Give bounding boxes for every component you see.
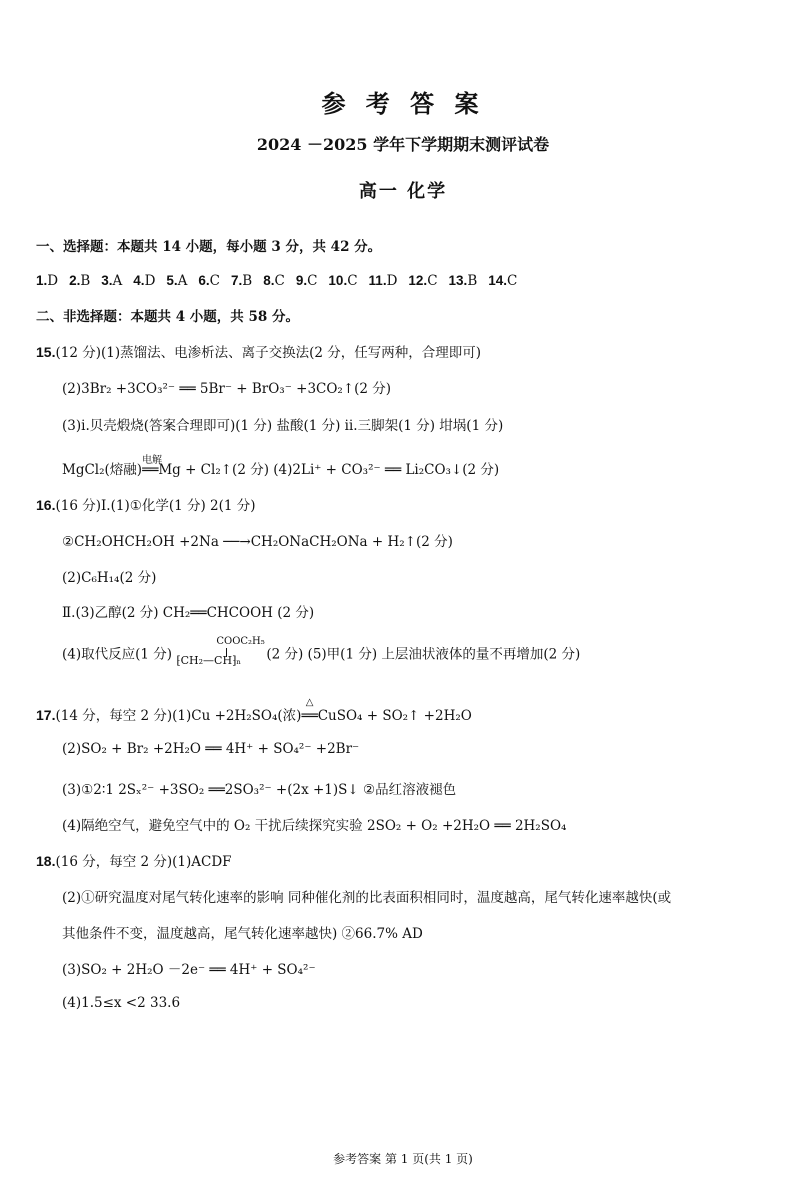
mc-answer-letter: D [386,273,398,289]
q15-line-4: MgCl₂(熔融) 电解 ══Mg + Cl₂↑(2 分) (4)2Li⁺ + CO₃²⁻ ══ Li₂CO₃↓(2 分) [62,455,500,478]
mc-answer-letter: C [274,273,285,289]
mc-answer-letter: C [209,273,221,289]
mc-answer-letter: A [112,273,123,289]
mc-answer-letter: D [47,273,59,289]
mc-answer-letter: C [507,273,518,289]
mc-question-number: 4. [133,273,145,288]
mc-question-number: 1. [36,273,48,288]
page-title: 参 考 答 案 [321,89,485,118]
mc-answer-item [296,273,318,289]
q15-line-3: (3)ⅰ.贝壳煅烧(答案合理即可)(1 分) 盐酸(1 分) ⅱ.三脚架(1 分) 坩埚(1 分) [62,418,504,434]
mc-answer-item [133,273,155,289]
q18-line-1: 18.(16 分，每空 2 分)(1)ACDF [36,853,232,870]
mc-question-number: 14. [488,273,508,288]
page-footer: 参考答案 第 1 页(共 1 页) [333,1152,473,1166]
mc-answer-item [231,273,252,289]
mc-question-number: 13. [448,273,468,288]
mc-answer-letter: B [80,273,91,289]
mc-answer-letter: A [177,273,188,289]
q18-line-2: (2)①研究温度对尾气转化速率的影响 同种催化剂的比表面积相同时，温度越高，尾气转化速率越快(或 [62,890,672,906]
mc-question-number: 5. [166,273,178,288]
q17-line-4: (4)隔绝空气，避免空气中的 O₂ 干扰后续探究实验 2SO₂ + O₂ +2H₂O ══ 2H₂SO₄ [62,818,567,834]
section-2-heading: 二、非选择题：本题共 4 小题，共 58 分。 [36,309,299,325]
polymer-structure: COOC₂H₅ ⁅CH₂—CH⁆ₙ [176,636,265,667]
q15-line-1: 15.(12 分)(1)蒸馏法、电渗析法、离子交换法(2 分，任写两种，合理即可) [36,344,482,361]
q16-line-5: (4)取代反应(1 分) COOC₂H₅ ⁅CH₂—CH⁆ₙ (2 分) (5)甲(1 分) 上层油状液体的量不再增加(2 分) [62,640,580,670]
mc-answer-row [36,270,528,289]
mc-answer-item [488,273,517,289]
q16-number: 16. [36,497,56,513]
mc-question-number: 2. [69,273,81,288]
mc-question-number: 12. [408,273,428,288]
q16-line-4: Ⅱ.(3)乙醇(2 分) CH₂══CHCOOH (2 分) [62,605,315,621]
mc-answer-item [369,273,398,289]
q16-line-1: 16.(16 分)Ⅰ.(1)①化学(1 分) 2(1 分) [36,497,256,514]
mc-question-number: 8. [263,273,275,288]
mc-answer-letter: C [307,273,318,289]
mc-answer-item [166,273,187,289]
q15-line-2: (2)3Br₂ +3CO₃²⁻ ══ 5Br⁻ + BrO₃⁻ +3CO₂↑(2 分) [62,381,392,397]
grade-subject: 高一 化学 [358,181,448,202]
q16-line-2: ②CH₂OHCH₂OH +2Na ──→CH₂ONaCH₂ONa + H₂↑(2 分) [62,534,453,550]
q17-line-1: 17.(14 分，每空 2 分)(1)Cu +2H₂SO₄(浓) △ ══CuSO₄ + SO₂↑ +2H₂O [36,697,472,724]
mc-answer-item [449,273,478,289]
mc-answer-item [198,273,220,289]
section-1-heading: 一、选择题：本题共 14 小题，每小题 3 分，共 42 分。 [36,239,382,255]
mc-question-number: 7. [231,273,243,288]
q17-line-2: (2)SO₂ + Br₂ +2H₂O ══ 4H⁺ + SO₄²⁻ +2Br⁻ [62,741,360,757]
q18-line-4: (3)SO₂ + 2H₂O －2e⁻ ══ 4H⁺ + SO₄²⁻ [62,962,316,978]
q17-line-3: (3)①2∶1 2Sₓ²⁻ +3SO₂ ══2SO₃²⁻ +(2x +1)S↓ ②品红溶液褪色 [62,782,457,798]
mc-question-number: 9. [295,273,308,288]
mc-answer-item [408,273,437,289]
mc-answer-item [101,273,122,289]
q15-number: 15. [36,344,56,360]
mc-answer-letter: B [467,273,478,289]
mc-question-number: 10. [328,273,348,288]
mc-answer-letter: B [242,273,253,289]
exam-subtitle: 2024 －2025 学年下学期期末测评试卷 [256,135,550,154]
mc-question-number: 6. [198,273,210,288]
mc-question-number: 3. [101,273,113,288]
mc-answer-item [263,273,285,289]
q17-number: 17. [36,707,56,723]
electrolysis-arrow: 电解 ══ [142,455,163,478]
mc-answer-item [328,273,357,289]
q18-line-3: 其他条件不变，温度越高，尾气转化速率越快) ②66.7% AD [62,926,423,942]
heat-arrow: △ ══ [301,697,318,724]
mc-answer-letter: C [427,273,438,289]
q18-number: 18. [36,853,56,869]
mc-question-number: 11. [368,273,387,288]
mc-answer-item [69,273,90,289]
q16-line-3: (2)C₆H₁₄(2 分) [62,570,157,586]
q18-line-5: (4)1.5≤x <2 33.6 [62,995,181,1011]
mc-answer-letter: C [347,273,358,289]
mc-answer-letter: D [144,273,156,289]
mc-answer-item [36,273,58,289]
